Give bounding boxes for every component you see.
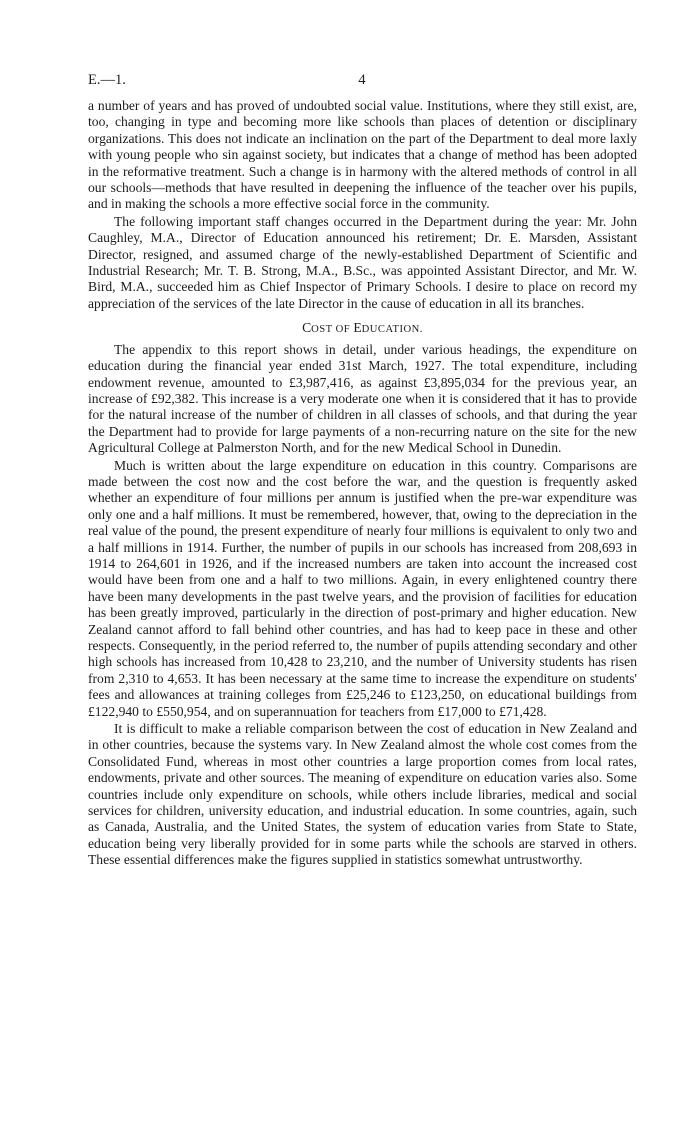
page-header	[88, 72, 636, 92]
page-number: 4	[358, 72, 366, 88]
paragraph-staff-changes: The following important staff changes occurred in the Department during the year: Mr. John Caughley, M.A., Director of Education announced his retirement; Dr. E. Marsden, Assistant Director, resigned, and assumed charge of the newly-established Department of Scientific and Industrial Research; Mr. T. B. Strong, M.A., B.Sc., was appointed Assistant Director, and Mr. W. Bird, M.A., succeeded him as Chief Inspector of Primary Schools. I desire to place on record my appreciation of the services of the late Director in the cause of education in all its branches.	[88, 213, 637, 311]
paragraph-continuation: a number of years and has proved of undoubted social value. Institutions, where they still exist, are, too, changing in type and becoming more like schools than places of detention or disciplinary organizations. This does not indicate an inclination on the part of the Department to deal more laxly with young people who sin against society, but indicates that a change of method has been adopted in the reformative treatment. Such a change is in harmony with the altered methods of control in all our schools—methods that have resulted in deepening the influence of the teacher over his pupils, and in making the schools a more effective social force in the community.	[88, 98, 637, 212]
report-reference: E.—1.	[88, 72, 126, 88]
paragraph-expenditure-summary: The appendix to this report shows in detail, under various headings, the expenditure on education during the financial year ended 31st March, 1927. The total expenditure, including endowment revenue, amounted to £3,987,416, as against £3,895,034 for the previous year, an increase of £92,382. This increase is a very moderate one when it is considered that it has to provide for the natural increase of the number of children in all classes of schools, and that during the year the Department had to provide for large payments of a non-recurring nature on the site for the new Agricultural College at Palmerston North, and for the new Medical School in Dunedin.	[88, 341, 637, 456]
paragraph-international-comparison: It is difficult to make a reliable comparison between the cost of education in New Zealand and in other countries, because the systems vary. In New Zealand almost the whole cost comes from the Consolidated Fund, whereas in most other countries a large proportion comes from local rates, endowments, private and other sources. The meaning of expenditure on education varies also. Some countries include only expenditure on schools, while others include libraries, medical and social services for children, university education, and industrial education. In some countries, again, such as Canada, Australia, and the United States, the system of education varies from State to State, education being very liberally provided for in some parts while the schools are starved in others. These essential differences make the figures supplied in statistics somewhat untrustworthy.	[88, 721, 637, 868]
document-body	[88, 98, 637, 869]
paragraph-expenditure-comparison: Much is written about the large expenditure on education in this country. Comparisons are made between the cost now and the cost before the war, and the question is frequently asked whether an expenditure of four millions per annum is justified when the pre-war expenditure was only one and a half millions. It must be remembered, however, that, owing to the depreciation in the real value of the pound, the present expenditure of nearly four millions is equivalent to only two and a half millions in 1914. Further, the number of pupils in our schools has increased from 208,693 in 1914 to 264,601 in 1926, and if the increased numbers are taken into account the increased cost would have been from one and a half to two millions. Again, in every enlightened country there have been many developments in the past twelve years, and the provision of facilities for education has been greatly improved, particularly in the direction of post-primary and higher education. New Zealand cannot afford to fall behind other countries, and has had to keep pace in these and other respects. Consequently, in the period referred to, the number of pupils attending secondary and other high schools has increased from 10,428 to 23,210, and the number of University students has risen from 2,310 to 4,653. It has been necessary at the same time to increase the expenditure on students' fees and allowances at training colleges from £25,246 to £123,250, on educational buildings from £122,940 to £550,954, and on superannuation for teachers from £17,000 to £71,428.	[88, 457, 637, 719]
section-heading-cost-of-education: COST OF EDUCATION.	[302, 320, 423, 336]
